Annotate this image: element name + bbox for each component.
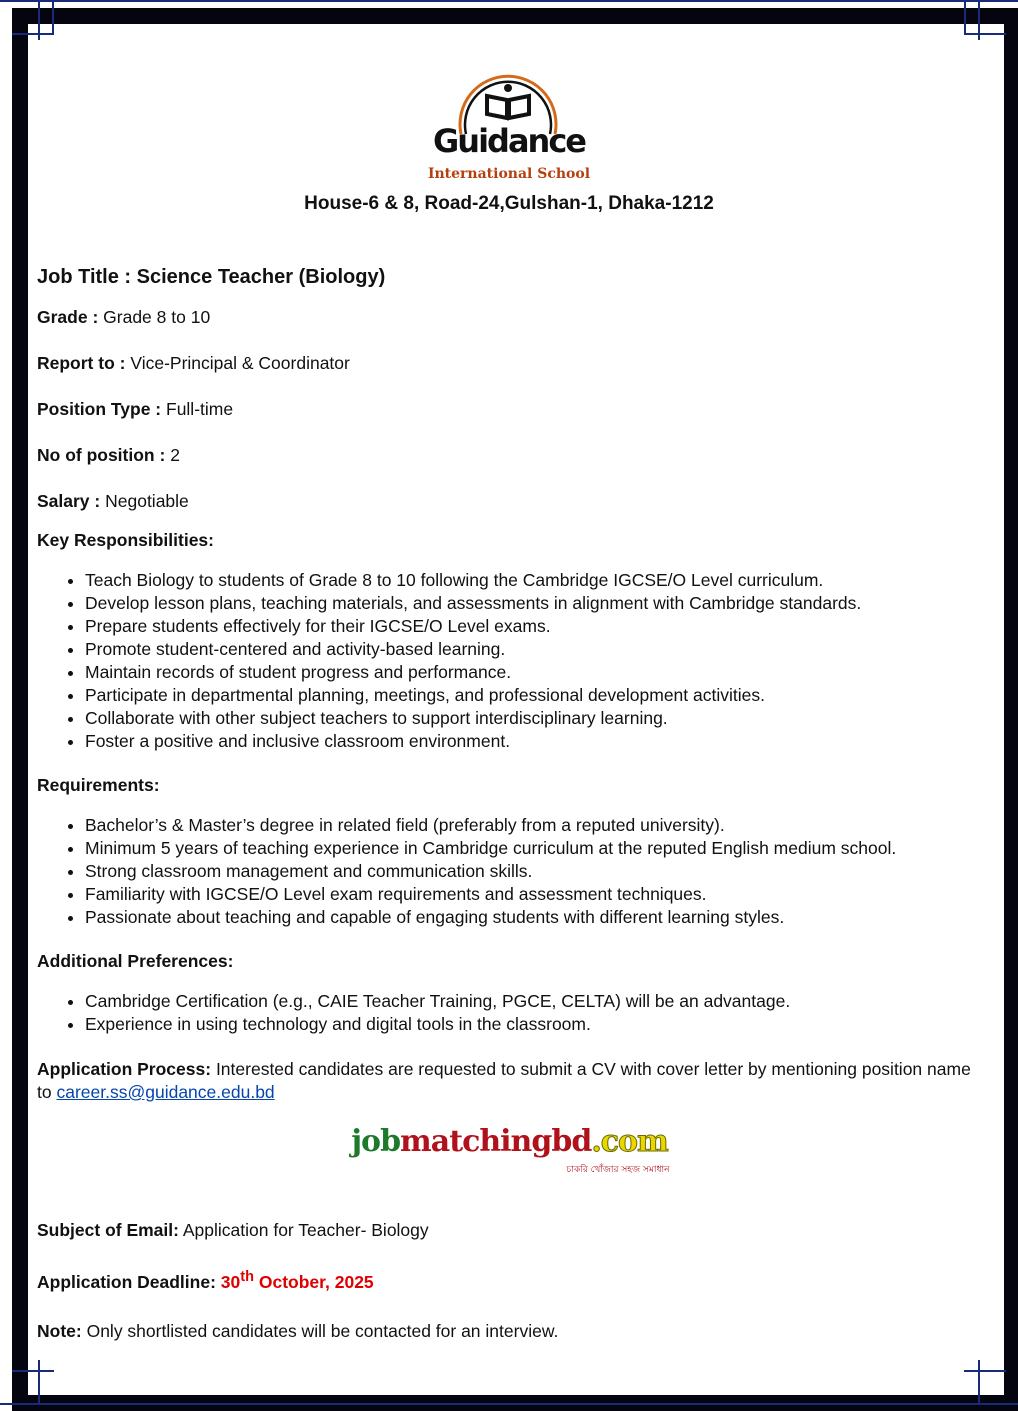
corner-ornament [12,33,54,35]
corner-ornament [964,33,1006,35]
list-item: • Cambridge Certification (e.g., CAIE Teacher Training, PGCE, CELTA) will be an advantage. [85,990,982,1013]
list-item: • Maintain records of student progress and performance. [85,661,982,684]
corner-ornament [52,0,54,35]
list-item: • Develop lesson plans, teaching materials, and assessments in alignment with Cambridge standards. [85,592,982,615]
requirements-list [37,814,982,929]
school-logo [0,68,1018,184]
job-posting [37,266,982,1367]
field-positions: No of position : 2 [37,445,180,465]
list-item: • Participate in departmental planning, meetings, and professional development activities. [85,684,982,707]
school-address: House-6 & 8, Road-24,Gulshan-1, Dhaka-1212 [304,193,714,214]
preferences-list [37,990,982,1036]
list-item: • Passionate about teaching and capable of engaging students with different learning styles. [85,906,982,929]
border-line [0,0,1018,2]
application-deadline: Application Deadline: 30th October, 2025 [37,1269,374,1292]
list-item: • Prepare students effectively for their IGCSE/O Level exams. [85,615,982,638]
application-process: Application Process: Interested candidates are requested to submit a CV with cover letter by mentioning position name to career.ss@guidance.edu.bd [37,1059,971,1102]
corner-ornament [978,0,980,40]
requirements-heading: Requirements: [37,775,160,795]
corner-ornament [964,1370,1006,1372]
list-item: • Strong classroom management and communication skills. [85,860,982,883]
email-subject: Subject of Email: Application for Teacher- Biology [37,1220,429,1240]
field-position-type: Position Type : Full-time [37,399,234,419]
preferences-heading: Additional Preferences: [37,951,234,971]
list-item: • Promote student-centered and activity-based learning. [85,638,982,661]
responsibilities-heading: Key Responsibilities: [37,530,214,550]
field-report-to: Report to : Vice-Principal & Coordinator [37,353,350,373]
list-item: • Experience in using technology and digital tools in the classroom. [85,1013,982,1036]
list-item: • Familiarity with IGCSE/O Level exam requirements and assessment techniques. [85,883,982,906]
field-salary: Salary : Negotiable [37,491,189,511]
job-title: Job Title : Science Teacher (Biology) [37,266,386,288]
list-item: • Bachelor’s & Master’s degree in related field (preferably from a reputed university). [85,814,982,837]
watermark-logo: jobmatchingbd.com চাকরি খোঁজার সহজ সমাধান [351,1124,670,1175]
list-item: • Foster a positive and inclusive classroom environment. [85,730,982,753]
email-link[interactable]: career.ss@guidance.edu.bd [56,1082,275,1102]
corner-ornament [964,0,966,35]
responsibilities-list [37,569,982,753]
list-item: • Collaborate with other subject teachers to support interdisciplinary learning. [85,707,982,730]
note: Note: Only shortlisted candidates will be contacted for an interview. [37,1320,559,1341]
corner-ornament [12,1370,54,1372]
list-item: • Teach Biology to students of Grade 8 to 10 following the Cambridge IGCSE/O Level curriculum. [85,569,982,592]
corner-ornament [38,0,40,40]
svg-text:Guidance: Guidance [433,122,585,160]
svg-text:International School: International School [427,166,591,182]
border-line [0,1403,1018,1405]
field-grade: Grade : Grade 8 to 10 [37,307,211,327]
list-item: • Minimum 5 years of teaching experience in Cambridge curriculum at the reputed English medium school. [85,837,982,860]
